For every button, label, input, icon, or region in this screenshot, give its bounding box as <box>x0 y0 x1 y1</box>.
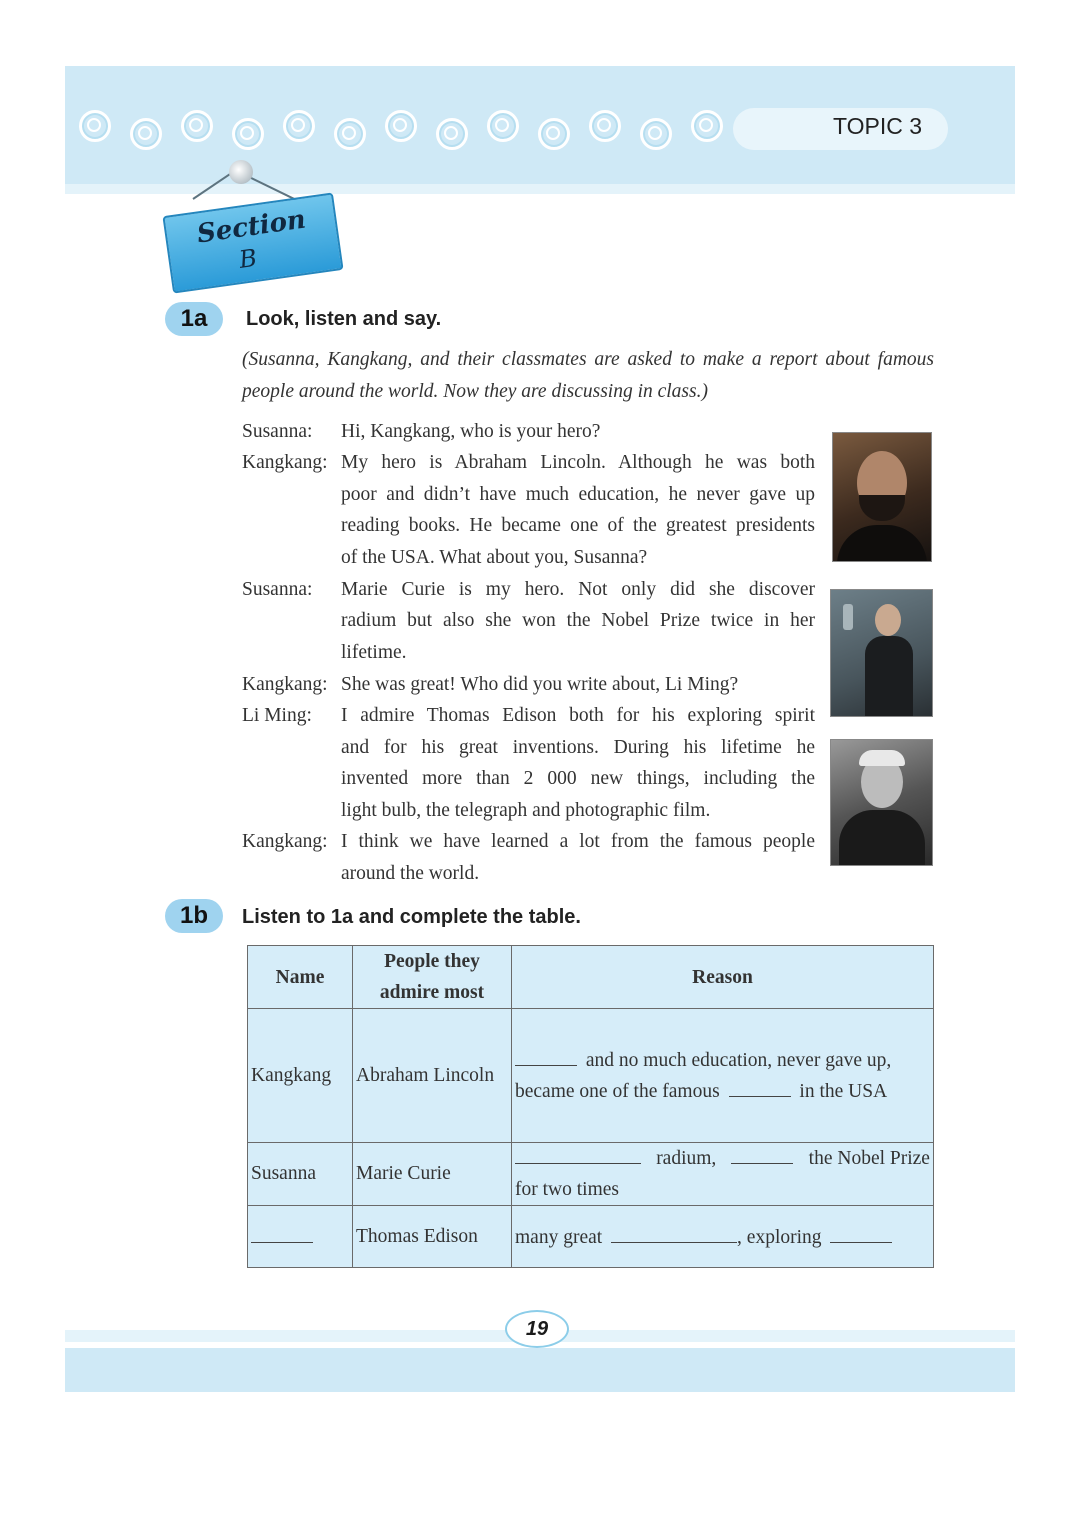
exercise-1a-badge: 1a <box>165 302 223 336</box>
name-cell: Kangkang <box>248 1009 353 1143</box>
reason-text: in the USA <box>799 1080 888 1102</box>
portrait-coat <box>837 525 927 562</box>
reason-text: , exploring <box>737 1227 822 1248</box>
speech-line: Marie Curie is my hero. Not only did she discover <box>341 579 815 600</box>
page-number: 19 <box>505 1310 569 1348</box>
reason-header: Reason <box>512 946 934 1009</box>
name-header: Name <box>248 946 353 1009</box>
speaker-label: Kangkang: <box>242 452 328 473</box>
people-header-line1: People they <box>384 951 480 972</box>
portrait-face <box>875 604 901 636</box>
speech-line: My hero is Abraham Lincoln. Although he was both <box>341 452 815 473</box>
reason-text: and no much education, never gave up, <box>585 1049 892 1071</box>
portrait-dress <box>865 636 913 717</box>
speech-line: radium but also she won the Nobel Prize twice in her <box>341 610 815 631</box>
speech-line: I think we have learned a lot from the famous people <box>341 831 815 852</box>
table-row <box>248 1009 934 1143</box>
answer-blank[interactable] <box>251 1224 313 1243</box>
portrait-hair <box>859 750 905 766</box>
speaker-label: Susanna: <box>242 421 313 442</box>
speech-line: of the USA. What about you, Susanna? <box>341 547 648 568</box>
name-cell <box>248 1206 353 1268</box>
speech-line: She was great! Who did you write about, Li Ming? <box>341 674 739 695</box>
speaker-label: Kangkang: <box>242 831 328 852</box>
people-header <box>353 946 512 1009</box>
portrait-beard <box>859 495 905 521</box>
speech-line: light bulb, the telegraph and photographic film. <box>341 800 711 821</box>
reason-cell <box>512 1143 934 1206</box>
name-cell: Susanna <box>248 1143 353 1206</box>
speaker-label: Susanna: <box>242 579 313 600</box>
reason-cell <box>512 1206 934 1268</box>
speech-line: around the world. <box>341 863 480 884</box>
speech-line: and for his great inventions. During his lifetime he <box>341 737 815 758</box>
reason-text: became one of the famous <box>515 1080 720 1102</box>
curie-portrait <box>830 589 933 717</box>
answer-blank[interactable] <box>731 1145 793 1164</box>
answer-blank[interactable] <box>515 1047 577 1066</box>
reason-text: many great <box>515 1227 603 1248</box>
speech-line: I admire Thomas Edison both for his exploring spirit <box>341 705 815 726</box>
portrait-suit <box>839 810 925 866</box>
textbook-page <box>65 66 1015 1392</box>
reason-line <box>515 1076 930 1107</box>
answer-blank[interactable] <box>515 1145 641 1164</box>
edison-portrait <box>830 739 933 866</box>
speech-line: reading books. He became one of the greatest presidents <box>341 515 815 536</box>
footer-band <box>65 1348 1015 1392</box>
table-row <box>248 1206 934 1268</box>
speech-line: invented more than 2 000 new things, including the <box>341 768 815 789</box>
people-header-line2: admire most <box>379 982 485 1003</box>
speaker-label: Kangkang: <box>242 674 328 695</box>
speech-line: Hi, Kangkang, who is your hero? <box>341 421 601 442</box>
speech-line: poor and didn’t have much education, he never gave up <box>341 484 815 505</box>
lincoln-portrait <box>832 432 932 562</box>
answer-blank[interactable] <box>611 1224 737 1243</box>
topic-label: TOPIC 3 <box>833 113 923 139</box>
reason-line: for two times <box>515 1179 619 1200</box>
page-number-badge <box>505 1310 575 1350</box>
section-word: Section <box>195 204 308 250</box>
reason-text: the Nobel Prize <box>808 1148 930 1169</box>
reason-text: radium, <box>656 1148 717 1169</box>
reason-cell <box>512 1009 934 1143</box>
answer-blank[interactable] <box>830 1224 892 1243</box>
exercise-1a-instruction: Look, listen and say. <box>246 308 442 330</box>
reason-line <box>515 1045 930 1076</box>
exercise-1b-badge: 1b <box>165 899 223 933</box>
answer-blank[interactable] <box>729 1078 791 1097</box>
speech-line: lifetime. <box>341 642 407 663</box>
portrait-flask <box>843 604 853 630</box>
reason-line <box>515 1143 930 1174</box>
table-row <box>248 1143 934 1206</box>
person-cell: Abraham Lincoln <box>353 1009 512 1143</box>
dialogue-intro: (Susanna, Kangkang, and their classmates are asked to make a report about famous people around the world. Now they are discussing in class.) <box>242 349 934 402</box>
speaker-label: Li Ming: <box>242 705 312 726</box>
completion-table <box>247 945 934 1268</box>
section-letter: B <box>237 243 259 274</box>
person-cell: Marie Curie <box>353 1143 512 1206</box>
exercise-1b-instruction: Listen to 1a and complete the table. <box>242 906 581 928</box>
person-cell: Thomas Edison <box>353 1206 512 1268</box>
